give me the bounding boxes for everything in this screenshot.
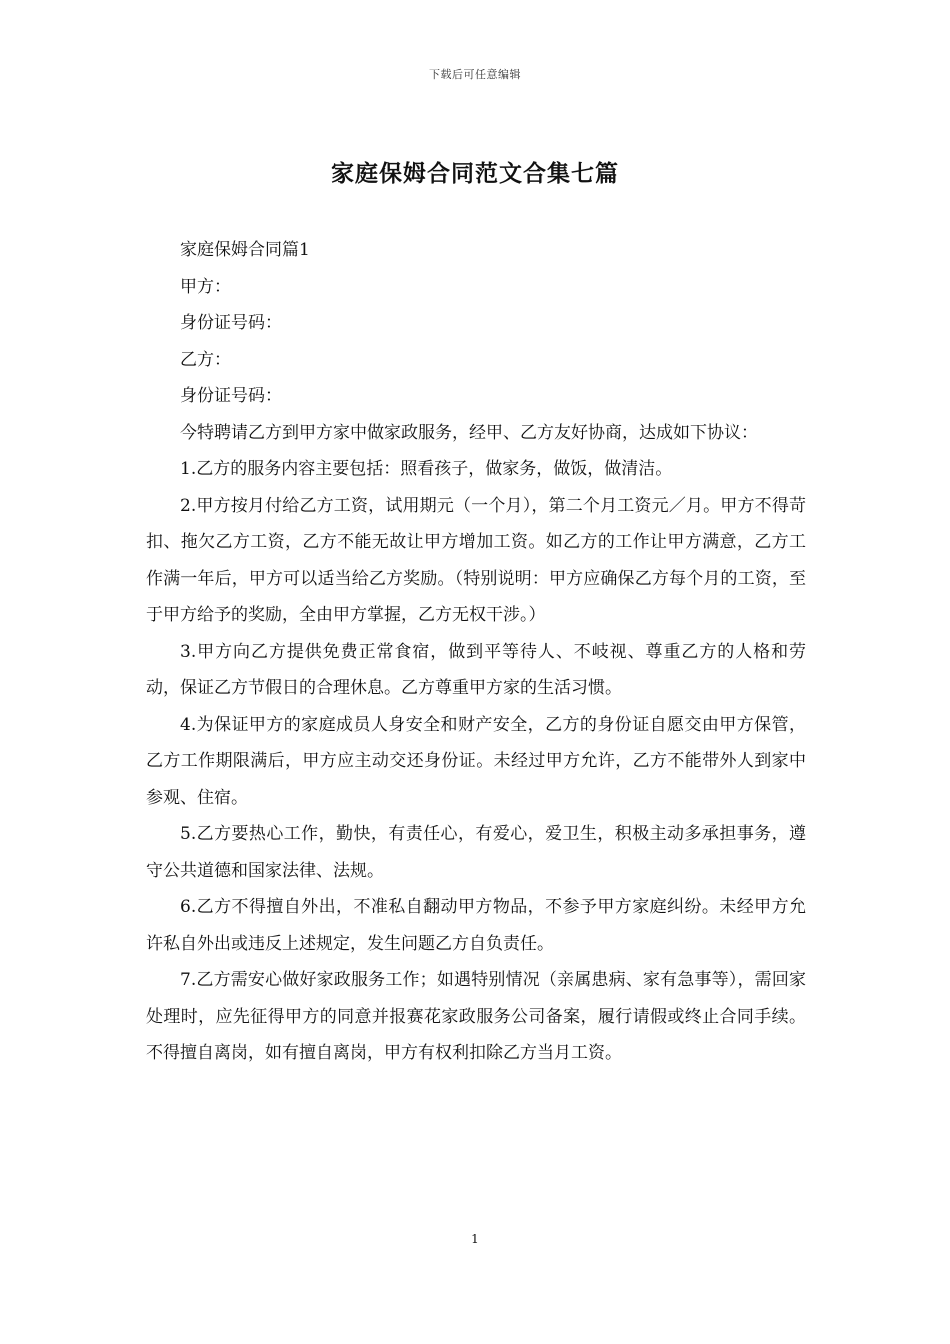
- document-body: [146, 232, 806, 1072]
- party-a-label: 甲方：: [180, 276, 231, 297]
- clause-7: 7.乙方需安心做好家政服务工作；如遇特别情况（亲属患病、家有急事等），需回家处理时，应先征得甲方的同意并报赛花家政服务公司备案，履行请假或终止合同手续。不得擅自离岗，如有擅自离岗，甲方有权利扣除乙方当月工资。: [146, 970, 806, 1063]
- clause-2: 2.甲方按月付给乙方工资，试用期元（一个月），第二个月工资元／月。甲方不得苛扣、拖欠乙方工资，乙方不能无故让甲方增加工资。如乙方的工作让甲方满意，乙方工作满一年后，甲方可以适当给乙方奖励。（特别说明：甲方应确保乙方每个月的工资，至于甲方给予的奖励，全由甲方掌握，乙方无权干涉。）: [146, 495, 806, 625]
- preamble-paragraph: 今特聘请乙方到甲方家中做家政服务，经甲、乙方友好协商，达成如下协议：: [180, 422, 758, 443]
- clause-3: 3.甲方向乙方提供免费正常食宿，做到平等待人、不岐视、尊重乙方的人格和劳动，保证乙方节假日的合理休息。乙方尊重甲方家的生活习惯。: [146, 641, 806, 698]
- clause-4: 4.为保证甲方的家庭成员人身安全和财产安全，乙方的身份证自愿交由甲方保管，乙方工作期限满后，甲方应主动交还身份证。未经过甲方允许，乙方不能带外人到家中参观、住宿。: [146, 714, 806, 808]
- party-b-label: 乙方：: [180, 349, 231, 370]
- clause-6: 6.乙方不得擅自外出，不准私自翻动甲方物品，不参予甲方家庭纠纷。未经甲方允许私自外出或违反上述规定，发生问题乙方自负责任。: [146, 897, 806, 954]
- document-title: 家庭保姆合同范文合集七篇: [331, 160, 619, 187]
- clause-1: 1.乙方的服务内容主要包括：照看孩子，做家务，做饭，做清洁。: [180, 459, 673, 479]
- section-heading: 家庭保姆合同篇1: [180, 240, 310, 260]
- party-b-id-label: 身份证号码：: [180, 386, 282, 406]
- clause-5: 5.乙方要热心工作，勤快，有责任心，有爱心，爱卫生，积极主动多承担事务，遵守公共道德和国家法律、法规。: [146, 824, 806, 881]
- party-a-id-label: 身份证号码：: [180, 313, 282, 333]
- page-number: 1: [471, 1232, 479, 1246]
- header-note: 下载后可任意编辑: [429, 68, 521, 81]
